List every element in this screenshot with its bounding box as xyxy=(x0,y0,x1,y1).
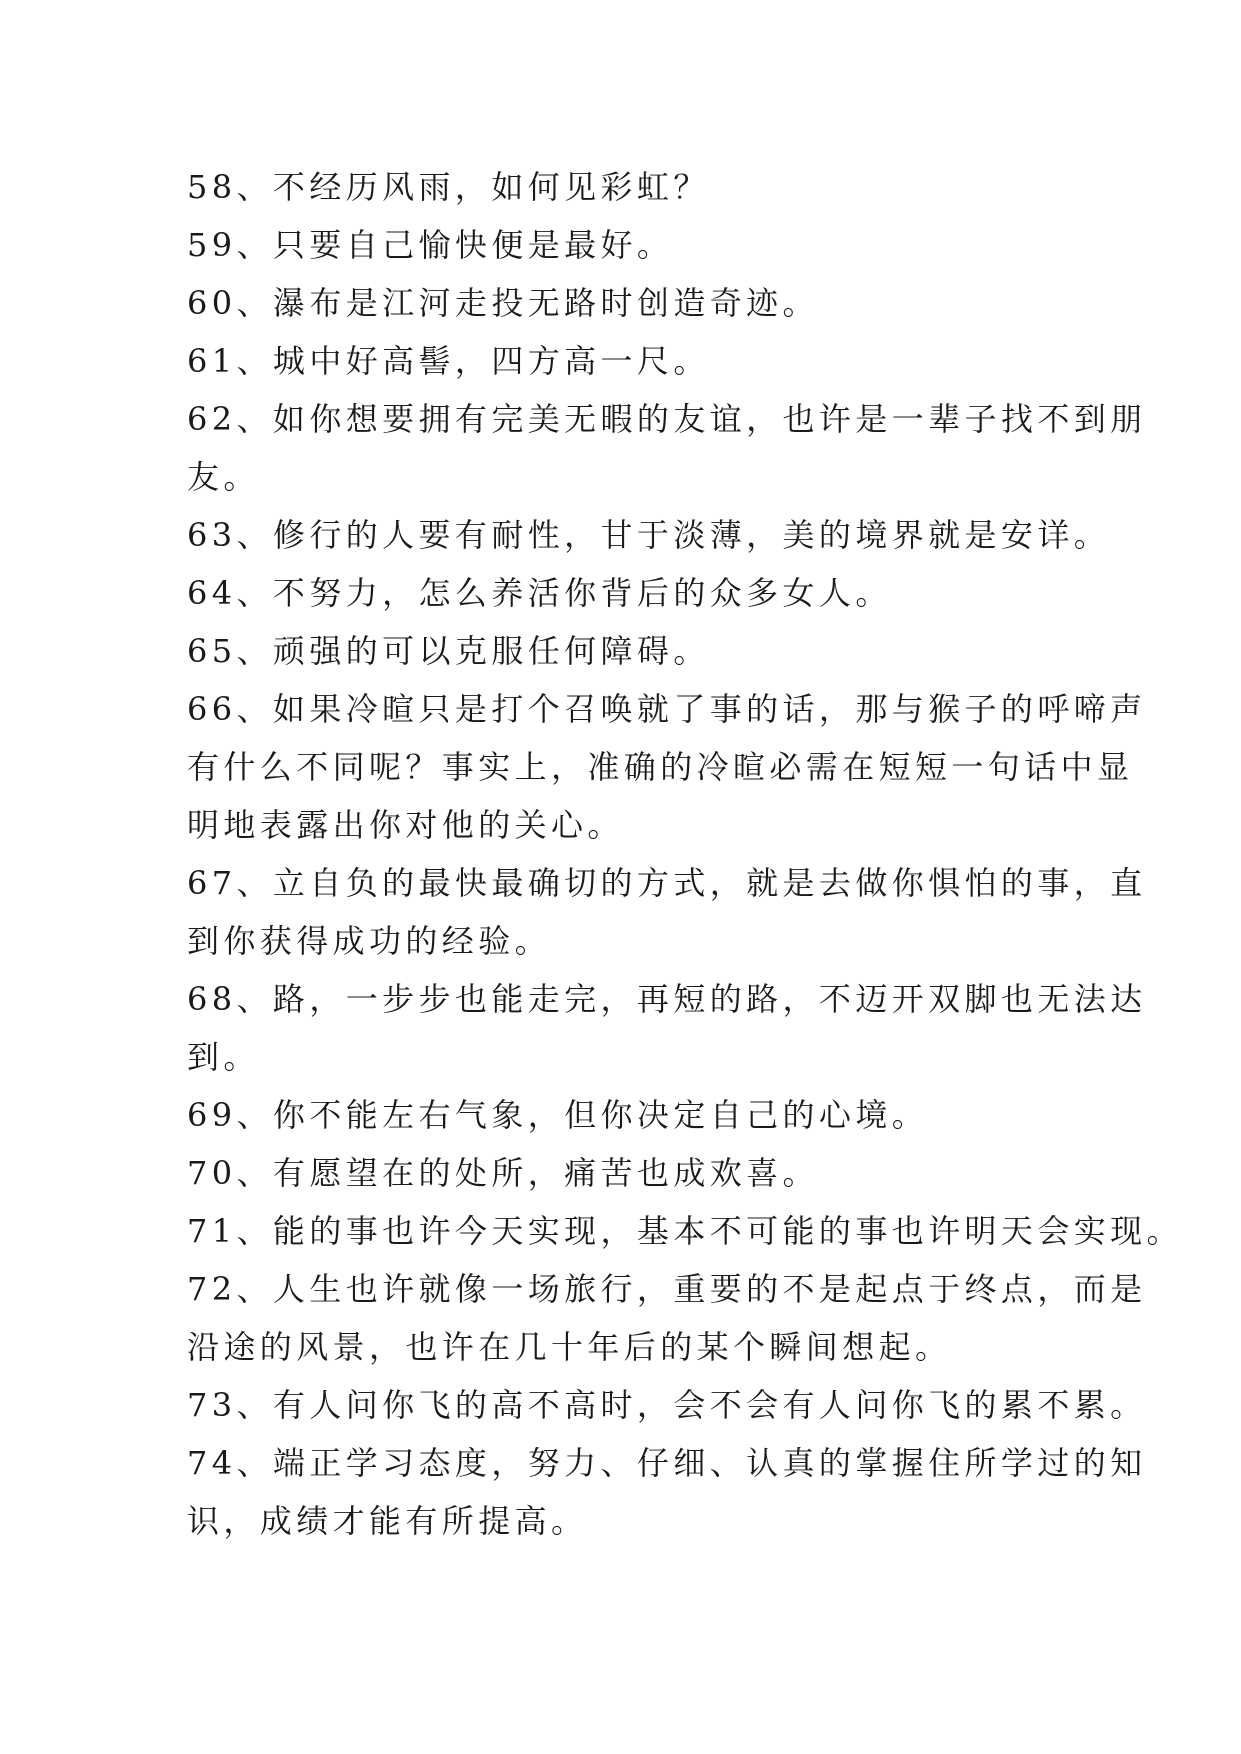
text-line: 到你获得成功的经验。 xyxy=(187,922,552,960)
text-line: 友。 xyxy=(187,458,260,496)
text-line: 64、不努力，怎么养活你背后的众多女人。 xyxy=(187,574,892,612)
text-line: 73、有人问你飞的高不高时，会不会有人问你飞的累不累。 xyxy=(187,1386,1147,1424)
text-line: 62、如你想要拥有完美无暇的友谊，也许是一辈子找不到朋 xyxy=(187,400,1147,438)
text-line: 70、有愿望在的处所，痛苦也成欢喜。 xyxy=(187,1154,819,1192)
text-line: 明地表露出你对他的关心。 xyxy=(187,806,624,844)
text-line: 69、你不能左右气象，但你决定自己的心境。 xyxy=(187,1096,929,1134)
text-line: 74、端正学习态度，努力、仔细、认真的掌握住所学过的知 xyxy=(187,1444,1147,1482)
text-line: 60、瀑布是江河走投无路时创造奇迹。 xyxy=(187,284,819,322)
text-line: 67、立自负的最快最确切的方式，就是去做你惧怕的事，直 xyxy=(187,864,1147,902)
text-line: 71、能的事也许今天实现，基本不可能的事也许明天会实现。 xyxy=(187,1212,1183,1250)
text-line: 59、只要自己愉快便是最好。 xyxy=(187,226,674,264)
text-line: 68、路，一步步也能走完，再短的路，不迈开双脚也无法达 xyxy=(187,980,1147,1018)
text-line: 65、顽强的可以克服任何障碍。 xyxy=(187,632,710,670)
text-line: 72、人生也许就像一场旅行，重要的不是起点于终点，而是 xyxy=(187,1270,1147,1308)
text-line: 有什么不同呢？事实上，准确的冷暄必需在短短一句话中显 xyxy=(187,748,1134,786)
text-line: 58、不经历风雨，如何见彩虹？ xyxy=(187,168,710,206)
text-line: 沿途的风景，也许在几十年后的某个瞬间想起。 xyxy=(187,1328,952,1366)
text-line: 63、修行的人要有耐性，甘于淡薄，美的境界就是安详。 xyxy=(187,516,1111,554)
text-line: 61、城中好高髻，四方高一尺。 xyxy=(187,342,710,380)
quote-list xyxy=(187,158,1183,1550)
text-line: 到。 xyxy=(187,1038,260,1076)
text-line: 识，成绩才能有所提高。 xyxy=(187,1502,588,1540)
text-line: 66、如果冷暄只是打个召唤就了事的话，那与猴子的呼啼声 xyxy=(187,690,1147,728)
